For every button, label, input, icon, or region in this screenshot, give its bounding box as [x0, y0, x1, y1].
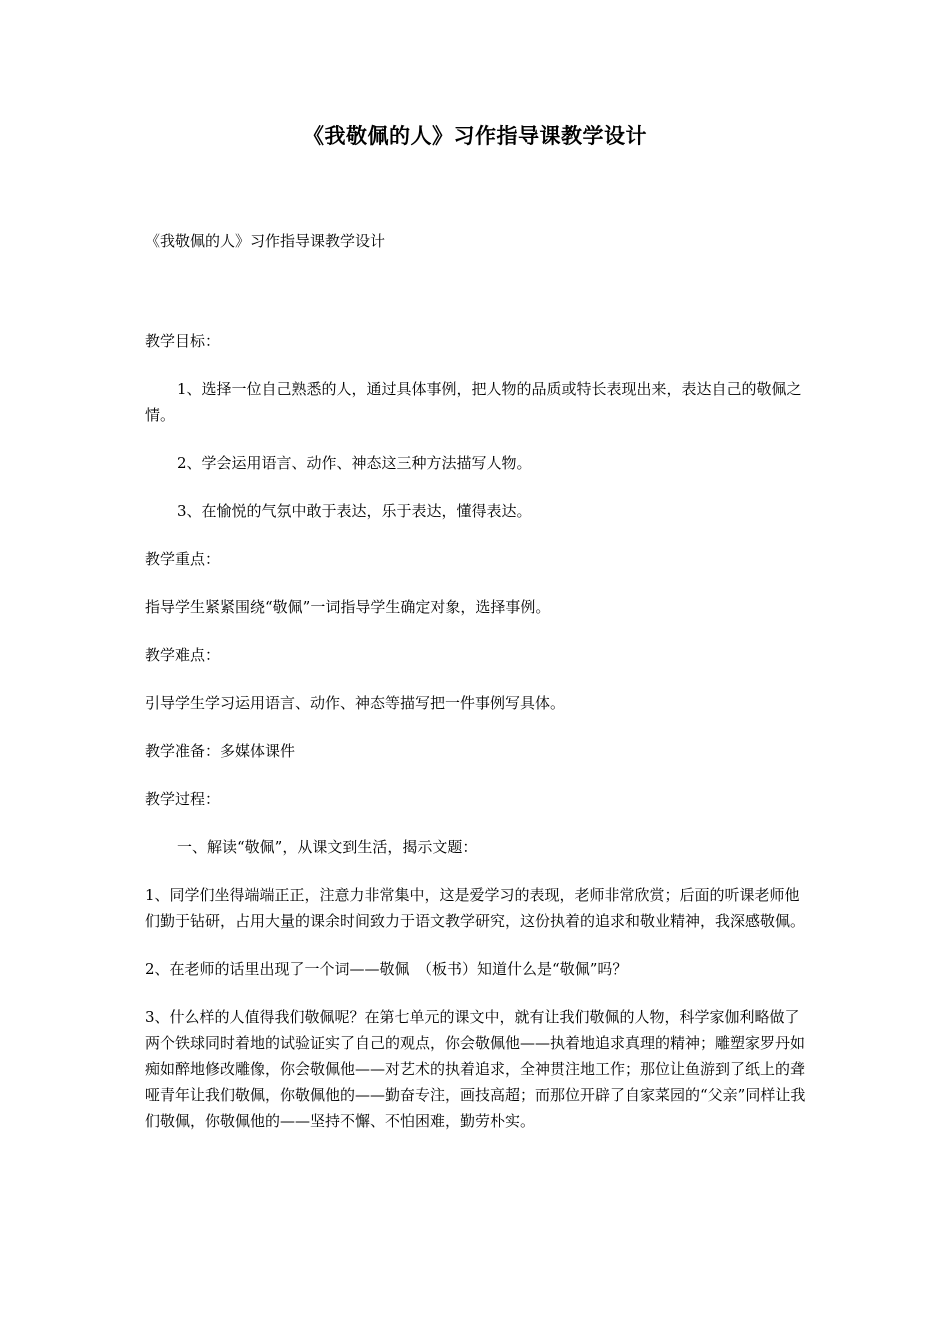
- key-text: 指导学生紧紧围绕“敬佩”一词指导学生确定对象，选择事例。: [145, 598, 551, 616]
- goal-3: 3、在愉悦的气氛中敢于表达，乐于表达，懂得表达。: [177, 502, 532, 520]
- preparation-text: 教学准备：多媒体课件: [145, 742, 296, 760]
- key-heading: 教学重点：: [145, 550, 221, 568]
- document-subtitle: 《我敬佩的人》习作指导课教学设计: [145, 232, 386, 250]
- goals-heading: 教学目标：: [145, 332, 221, 350]
- step-2: 2、在老师的话里出现了一个词——敬佩 （板书）知道什么是“敬佩”吗？: [145, 960, 628, 978]
- difficulty-heading: 教学难点：: [145, 646, 221, 664]
- difficulty-text: 引导学生学习运用语言、动作、神态等描写把一件事例写具体。: [145, 694, 566, 712]
- step-3: 3、什么样的人值得我们敬佩呢？在第七单元的课文中，就有让我们敬佩的人物，科学家伽利略做了两个铁球同时着地的试验证实了自己的观点，你会敬佩他——执着地追求真理的精神；雕塑家罗丹如痴如醉地修改雕像，你会敬佩他——对艺术的执着追求，全神贯注地工作；那位让鱼游到了纸上的聋哑青年让我们敬佩，你敬佩他的——勤奋专注，画技高超；而那位开辟了自家菜园的“父亲”同样让我们敬佩，你敬佩他的——坚持不懈、不怕困难，勤劳朴实。: [145, 1008, 806, 1130]
- step-1: 1、同学们坐得端端正正，注意力非常集中，这是爱学习的表现，老师非常欣赏；后面的听课老师他们勤于钻研，占用大量的课余时间致力于语文教学研究，这份执着的追求和敬业精神，我深感敬佩。: [145, 886, 806, 930]
- process-heading: 教学过程：: [145, 790, 221, 808]
- goal-1: 1、选择一位自己熟悉的人，通过具体事例，把人物的品质或特长表现出来，表达自己的敬佩之情。: [145, 380, 802, 424]
- section-1-heading: 一、解读“敬佩”，从课文到生活，揭示文题：: [177, 838, 478, 856]
- document-body: [145, 228, 810, 1158]
- document-title: 《我敬佩的人》习作指导课教学设计: [303, 123, 647, 148]
- goal-2: 2、学会运用语言、动作、神态这三种方法描写人物。: [177, 454, 532, 472]
